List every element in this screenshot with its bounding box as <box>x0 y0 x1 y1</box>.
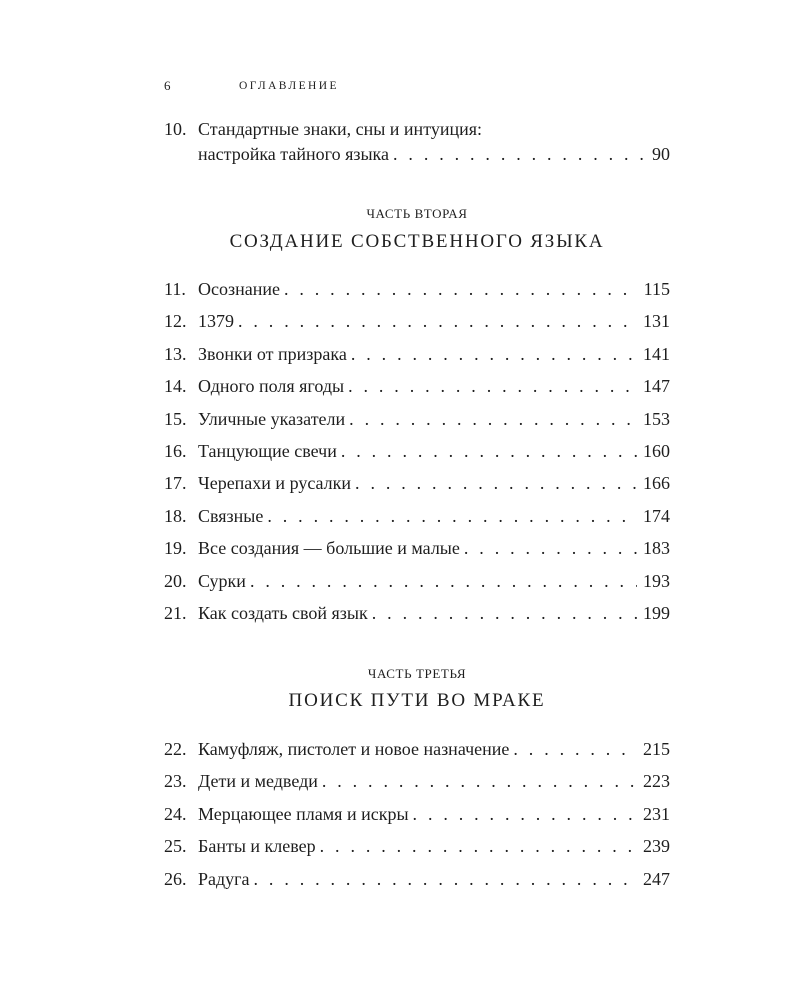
entry-title: Мерцающее пламя и искры <box>198 803 409 824</box>
entry-number: 26. <box>164 868 187 889</box>
entry-number: 18. <box>164 505 187 526</box>
toc-entry-10[interactable] <box>164 142 670 166</box>
entry-number: 12. <box>164 311 187 332</box>
dot-leader <box>372 601 637 625</box>
entry-title: Как создать свой язык <box>198 603 368 623</box>
entry-title: Одного поля ягоды <box>198 376 345 397</box>
toc-entry[interactable] <box>164 342 670 366</box>
entry-page-number: 147 <box>643 376 670 397</box>
dot-leader <box>250 569 637 593</box>
entry-title: настройка тайного языка <box>198 144 390 164</box>
toc-entry[interactable] <box>164 867 670 891</box>
part-three-title: ПОИСК ПУТИ ВО МРАКЕ <box>288 690 546 711</box>
toc-entry[interactable] <box>164 769 670 793</box>
toc-entry[interactable] <box>164 439 670 463</box>
entry-title: Связные <box>198 505 264 526</box>
entry-title: Камуфляж, пистолет и новое назначение <box>198 739 510 759</box>
dot-leader <box>348 374 637 398</box>
entry-number: 23. <box>164 771 187 792</box>
entry-number: 10. <box>164 119 187 139</box>
entry-number: 24. <box>164 803 187 824</box>
entry-page-number: 166 <box>643 473 670 494</box>
entry-title: Радуга <box>198 868 250 889</box>
entry-number: 13. <box>164 343 187 364</box>
entry-page-number: 131 <box>643 311 670 332</box>
entry-number: 14. <box>164 376 187 397</box>
entry-page-number: 153 <box>643 408 670 429</box>
running-head <box>164 76 644 96</box>
entry-number: 11. <box>164 279 186 299</box>
dot-leader <box>349 407 637 431</box>
dot-leader <box>413 802 637 826</box>
toc-entry[interactable] <box>164 536 670 560</box>
entry-title: Сурки <box>198 570 246 591</box>
dot-leader <box>322 769 637 793</box>
entry-page-number: 239 <box>643 836 670 857</box>
entry-title: Осознание <box>198 279 280 299</box>
toc-entry[interactable] <box>164 601 670 625</box>
entry-number: 21. <box>164 603 187 623</box>
dot-leader <box>238 309 637 333</box>
entry-title: Звонки от призрака <box>198 343 347 364</box>
entry-number: 22. <box>164 739 187 759</box>
dot-leader <box>267 504 637 528</box>
page-number: 6 <box>164 78 171 93</box>
dot-leader <box>513 737 637 761</box>
running-head-title: ОГЛАВЛЕНИЕ <box>239 80 339 92</box>
toc-entry[interactable] <box>164 569 670 593</box>
entry-title: Черепахи и русалки <box>198 473 352 494</box>
dot-leader <box>464 536 637 560</box>
dot-leader <box>393 142 646 166</box>
entry-title: 1379 <box>198 311 234 332</box>
part-two-title: СОЗДАНИЕ СОБСТВЕННОГО ЯЗЫКА <box>229 231 605 252</box>
part-three-label: ЧАСТЬ ТРЕТЬЯ <box>367 666 467 681</box>
entry-title: Дети и медведи <box>198 771 318 792</box>
entry-page-number: 199 <box>643 603 670 623</box>
entry-page-number: 160 <box>643 441 670 461</box>
entry-title: Банты и клевер <box>198 836 316 857</box>
dot-leader <box>355 471 637 495</box>
entry-page-number: 90 <box>652 144 670 164</box>
entry-number: 25. <box>164 836 187 857</box>
entry-page-number: 115 <box>643 279 670 299</box>
entry-page-number: 183 <box>643 538 670 559</box>
entry-number: 19. <box>164 538 187 559</box>
toc-entry[interactable] <box>164 309 670 333</box>
entry-number: 17. <box>164 473 187 494</box>
toc-entry[interactable] <box>164 374 670 398</box>
toc-entry[interactable] <box>164 407 670 431</box>
entry-title: Все создания — большие и малые <box>198 538 460 559</box>
entry-title: Танцующие свечи <box>198 441 337 461</box>
dot-leader <box>254 867 637 891</box>
entry-page-number: 174 <box>643 505 670 526</box>
toc-entry[interactable] <box>164 834 670 858</box>
entry-title: Уличные указатели <box>198 408 346 429</box>
entry-page-number: 141 <box>643 343 670 364</box>
dot-leader <box>351 342 637 366</box>
toc-entry[interactable] <box>164 802 670 826</box>
toc-entry[interactable] <box>164 504 670 528</box>
entry-page-number: 223 <box>643 771 670 792</box>
entry-page-number: 215 <box>643 739 670 759</box>
entry-page-number: 231 <box>643 803 670 824</box>
entry-page-number: 247 <box>643 868 670 889</box>
toc-entry[interactable] <box>164 471 670 495</box>
part-two-label: ЧАСТЬ ВТОРАЯ <box>366 206 468 221</box>
toc-entry[interactable] <box>164 277 670 301</box>
dot-leader <box>341 439 637 463</box>
dot-leader <box>284 277 638 301</box>
entry-number: 20. <box>164 570 187 591</box>
entry-title-line1: Стандартные знаки, сны и интуиция: <box>198 119 483 139</box>
toc-entry[interactable] <box>164 737 670 761</box>
entry-number: 16. <box>164 441 187 461</box>
entry-number: 15. <box>164 408 187 429</box>
entry-page-number: 193 <box>643 570 670 591</box>
dot-leader <box>320 834 637 858</box>
